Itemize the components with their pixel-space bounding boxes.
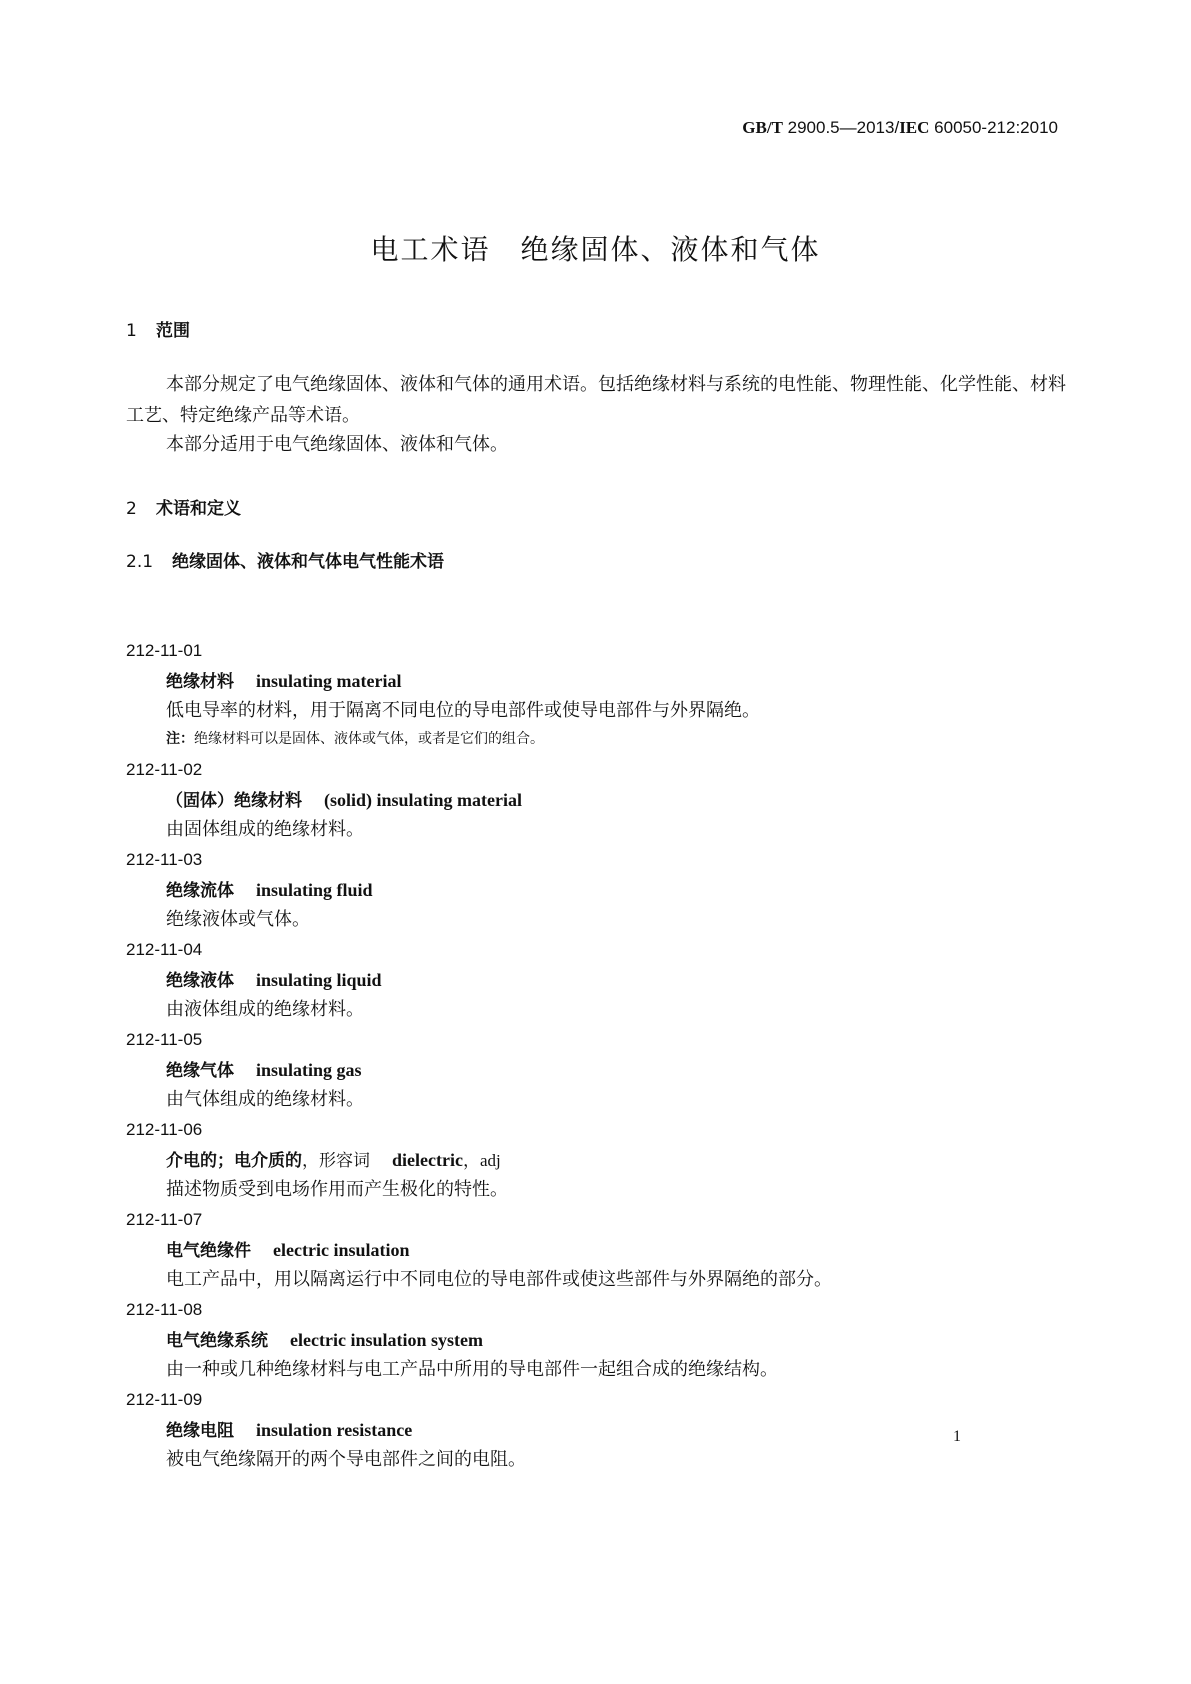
- iec-number: 60050-212:2010: [934, 118, 1058, 137]
- term-definition: 绝缘液体或气体。: [166, 909, 310, 930]
- term-line: [166, 1415, 1066, 1445]
- term-definition: 低电导率的材料，用于隔离不同电位的导电部件或使导电部件与外界隔绝。: [166, 700, 760, 721]
- section-title: 术语和定义: [156, 499, 241, 519]
- standard-header: [742, 118, 1058, 138]
- term-definition: 由液体组成的绝缘材料。: [166, 999, 364, 1020]
- term-chinese: 绝缘流体: [166, 881, 234, 901]
- term-id: 212-11-01: [126, 641, 203, 660]
- term-entry: [126, 755, 1066, 845]
- term-definition: 被电气绝缘隔开的两个导电部件之间的电阻。: [166, 1449, 526, 1470]
- term-english: insulating liquid: [256, 970, 382, 990]
- term-id: 212-11-08: [126, 1300, 203, 1319]
- scope-text: [126, 369, 1066, 460]
- term-definition: 电工产品中，用以隔离运行中不同电位的导电部件或使这些部件与外界隔绝的部分。: [166, 1269, 832, 1290]
- section-title: 范围: [156, 321, 190, 341]
- term-line: [166, 666, 1066, 696]
- section-2-heading: [126, 494, 241, 519]
- term-entry: [126, 1115, 1066, 1205]
- term-note: [166, 726, 1066, 754]
- section-1-heading: [126, 316, 190, 341]
- term-english: insulating material: [256, 671, 402, 691]
- note-text: 绝缘材料可以是固体、液体或气体，或者是它们的组合。: [194, 731, 544, 747]
- document-title: 电工术语 绝缘固体、液体和气体: [370, 233, 821, 266]
- term-chinese: 绝缘液体: [166, 971, 234, 991]
- std-prefix: GB/T: [742, 118, 783, 137]
- term-line: [166, 965, 1066, 995]
- term-id: 212-11-05: [126, 1030, 203, 1049]
- term-definition: 由固体组成的绝缘材料。: [166, 819, 364, 840]
- page-number: 1: [953, 1428, 961, 1445]
- term-english: electric insulation: [273, 1240, 410, 1260]
- term-english: insulating fluid: [256, 880, 373, 900]
- term-english: electric insulation system: [290, 1330, 483, 1350]
- term-line: [166, 785, 1066, 815]
- scope-paragraph: 本部分规定了电气绝缘固体、液体和气体的通用术语。包括绝缘材料与系统的电性能、物理性能、化学性能、材料工艺、特定绝缘产品等术语。: [126, 374, 1066, 426]
- term-entry: [126, 1295, 1066, 1385]
- term-line: [166, 875, 1066, 905]
- term-english: dielectric: [392, 1150, 463, 1170]
- term-entry: [126, 845, 1066, 935]
- term-english: insulation resistance: [256, 1420, 413, 1440]
- note-label: 注：: [166, 731, 194, 747]
- term-english: (solid) insulating material: [324, 790, 523, 810]
- term-chinese: 绝缘气体: [166, 1061, 234, 1081]
- term-entry: [126, 1205, 1066, 1295]
- term-entry: [126, 1025, 1066, 1115]
- section-number: 2.1: [126, 552, 154, 572]
- term-definition: 由一种或几种绝缘材料与电工产品中所用的导电部件一起组合成的绝缘结构。: [166, 1359, 778, 1380]
- term-entry: [126, 935, 1066, 1025]
- term-line: [166, 1325, 1066, 1355]
- scope-paragraph: 本部分适用于电气绝缘固体、液体和气体。: [166, 434, 508, 455]
- term-definition: 由气体组成的绝缘材料。: [166, 1089, 364, 1110]
- term-chinese: 绝缘电阻: [166, 1421, 234, 1441]
- section-2-1-heading: [126, 547, 444, 572]
- term-id: 212-11-02: [126, 760, 203, 779]
- term-line: [166, 1235, 1066, 1265]
- term-chinese: 电气绝缘系统: [166, 1331, 268, 1351]
- term-chinese: 介电的；电介质的: [166, 1151, 302, 1171]
- term-chinese: 电气绝缘件: [166, 1241, 251, 1261]
- term-id: 212-11-09: [126, 1390, 203, 1409]
- term-english-suffix: ，adj: [462, 1151, 501, 1170]
- term-entry: [126, 1385, 1066, 1475]
- term-id: 212-11-06: [126, 1120, 203, 1139]
- term-chinese-suffix: ，形容词: [302, 1151, 370, 1170]
- iec-prefix: IEC: [899, 118, 930, 137]
- term-id: 212-11-03: [126, 850, 203, 869]
- term-entries: [126, 636, 1066, 1475]
- section-title: 绝缘固体、液体和气体电气性能术语: [172, 552, 444, 572]
- term-definition: 描述物质受到电场作用而产生极化的特性。: [166, 1179, 508, 1200]
- std-number: 2900.5—2013/: [787, 118, 900, 137]
- term-id: 212-11-04: [126, 940, 203, 959]
- term-entry: [126, 636, 1066, 755]
- term-line: [166, 1145, 1066, 1175]
- term-line: [166, 1055, 1066, 1085]
- term-chinese: （固体）绝缘材料: [166, 791, 302, 811]
- term-english: insulating gas: [256, 1060, 362, 1080]
- term-chinese: 绝缘材料: [166, 672, 234, 692]
- section-number: 1: [126, 321, 137, 341]
- term-id: 212-11-07: [126, 1210, 203, 1229]
- section-number: 2: [126, 499, 137, 519]
